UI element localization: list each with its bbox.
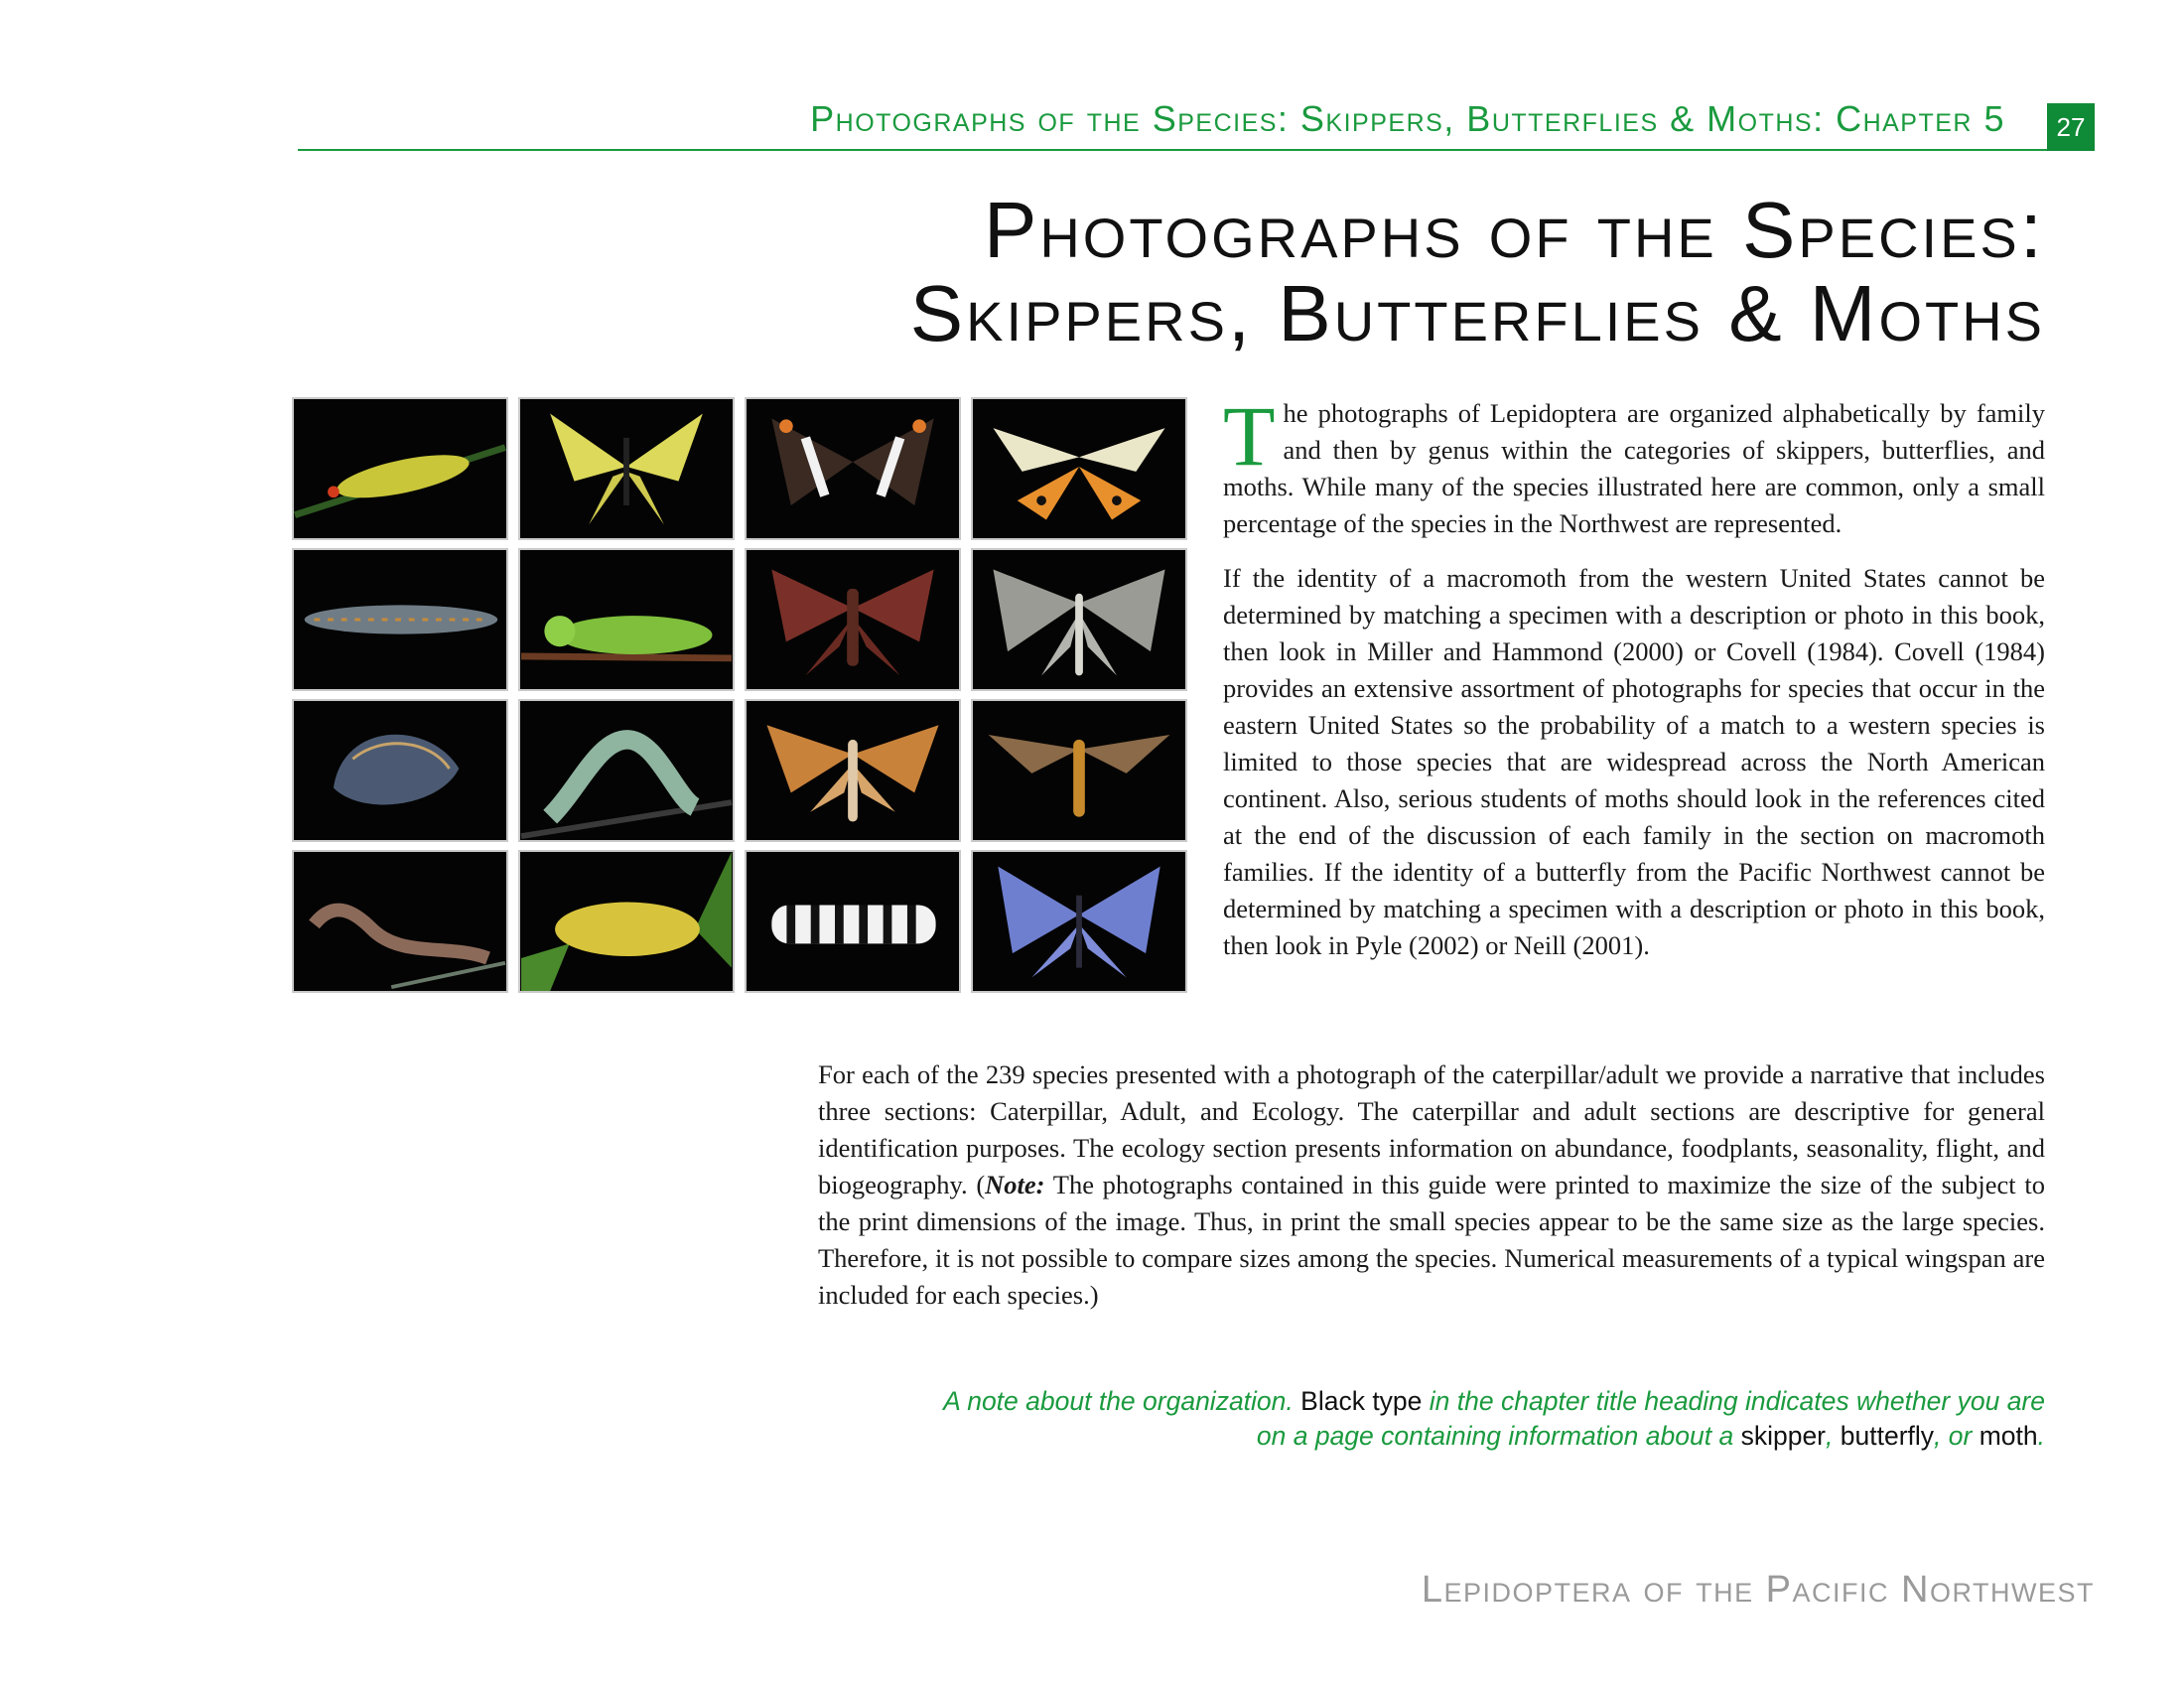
body-paragraph-text-2: The photographs contained in this guide were printed to maximize the size of the subject to the print dimensions of the image. Thus, in print the small species appear to be the same size as the large species. Therefore, it is not possible to compare sizes among the species. Numerical measurements of a typical wingspan are included for each species.) bbox=[818, 1170, 2045, 1310]
moth-icon bbox=[971, 699, 1187, 842]
admiral-butterfly-icon bbox=[745, 397, 961, 540]
intro-paragraph-2: If the identity of a macromoth from the western United States cannot be determined by matching a specimen with a description or photo in this book, then look in Miller and Hammond (2000) or Covell (1984). Covell (1984) provides an extensive assortment of photographs for species that occur in the eastern United States so the probability of a match to a western species is limited to those species that are widespread across the North American continent. Also, serious students of moths should look in the references cited at the end of the discussion of each family in the section on macromoth families. If the identity of a butterfly from the Pacific Northwest cannot be determined by matching a specimen with a description or photo in this book, then look in Pyle (2002) or Neill (2001). bbox=[1223, 563, 2045, 960]
moth-icon bbox=[971, 548, 1187, 691]
caterpillar-icon bbox=[745, 850, 961, 993]
swallowtail-butterfly-icon bbox=[518, 397, 735, 540]
org-note-skipper: skipper bbox=[1740, 1421, 1827, 1451]
intro-paragraph-1 bbox=[1223, 388, 2045, 542]
org-note-lead: A note about the organization. bbox=[943, 1386, 1294, 1416]
drop-cap: T bbox=[1223, 388, 1276, 484]
tiger-moth-icon bbox=[971, 397, 1187, 540]
page-title bbox=[695, 186, 2045, 357]
note-label: Note: bbox=[985, 1170, 1045, 1199]
org-note-black-type: Black type bbox=[1300, 1386, 1423, 1416]
species-photo-grid bbox=[292, 397, 1187, 993]
blue-butterfly-icon bbox=[971, 850, 1187, 993]
page-number: 27 bbox=[2047, 103, 2095, 151]
caterpillar-icon bbox=[518, 699, 735, 842]
organization-note bbox=[919, 1384, 2045, 1454]
moth-icon bbox=[745, 699, 961, 842]
caterpillar-icon bbox=[292, 397, 508, 540]
org-note-comma: , bbox=[1826, 1421, 1834, 1451]
body-paragraph bbox=[818, 1056, 2045, 1314]
intro-text bbox=[1223, 388, 2045, 982]
header-rule bbox=[298, 149, 2095, 151]
caterpillar-icon bbox=[518, 850, 735, 993]
org-note-period: . bbox=[2037, 1421, 2045, 1451]
body-paragraph-text-1: For each of the 239 species presented with a photograph of the caterpillar/adult we provide a narrative that includes three sections: Caterpillar, Adult, and Ecology. The caterpillar and adult sections are descriptive for general identification purposes. The ecology section presents information on abundance, foodplants, seasonality, flight, and biogeography. ( bbox=[818, 1059, 2045, 1199]
caterpillar-icon bbox=[292, 850, 508, 993]
org-note-butterfly: butterfly bbox=[1840, 1421, 1935, 1451]
page-title-line-1: Photographs of the Species: bbox=[983, 186, 2045, 274]
page-title-line-2: Skippers, Butterflies & Moths bbox=[909, 269, 2045, 357]
org-note-middle: in the chapter title heading indicates whether you are on a page containing information about a bbox=[1256, 1386, 2045, 1451]
caterpillar-icon bbox=[292, 548, 508, 691]
running-header: Photographs of the Species: Skippers, Butterflies & Moths: Chapter 5 bbox=[810, 98, 2005, 139]
caterpillar-icon bbox=[292, 699, 508, 842]
org-note-or: , or bbox=[1934, 1421, 1973, 1451]
intro-paragraph-1-text: he photographs of Lepidoptera are organized alphabetically by family and then by genus within the categories of skippers, butterflies, and moths. While many of the species illustrated here are common, only a small percentage of the species in the Northwest are represented. bbox=[1223, 398, 2045, 538]
footer-book-title: Lepidoptera of the Pacific Northwest bbox=[1421, 1569, 2095, 1611]
caterpillar-icon bbox=[518, 548, 735, 691]
org-note-moth: moth bbox=[1979, 1421, 2038, 1451]
moth-icon bbox=[745, 548, 961, 691]
